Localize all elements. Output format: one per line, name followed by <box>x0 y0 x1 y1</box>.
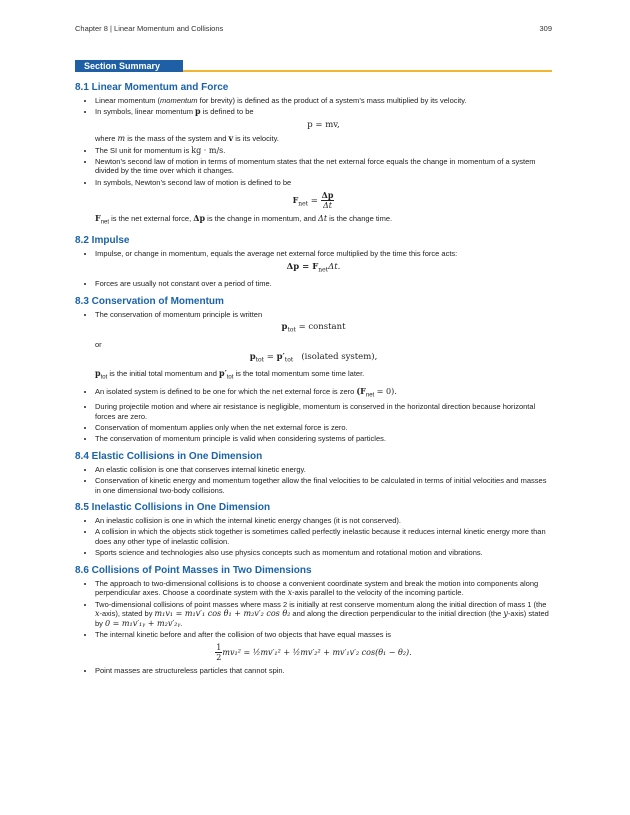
section-8-6 <box>75 565 552 676</box>
list-item: • An elastic collision is one that conserves internal kinetic energy. <box>95 465 552 475</box>
equation: $p_{tot} = p'_{tot}$ (isolated system), <box>249 352 378 364</box>
section-title: 8.4 Elastic Collisions in One Dimension <box>75 450 263 462</box>
list-item: • A collision in which the objects stick together is sometimes called perfectly inelastic because it reduces internal kinetic energy more than does any other type of inelastic collision. <box>95 527 552 546</box>
equation: $F_{net}$ = $\frac{\Delta p}{\Delta t}$ <box>292 190 334 211</box>
equation: $p_{tot}$ = constant <box>281 322 346 334</box>
section-8-2 <box>75 235 552 288</box>
page-number: 309 <box>539 24 552 33</box>
equation: p = mv, <box>307 119 340 130</box>
list-item: • Conservation of momentum applies only when the net external force is zero. <box>95 423 552 433</box>
equation: $\Delta p = F_{net}\Delta t$. <box>286 261 341 274</box>
list-item: • The conservation of momentum principle is valid when considering systems of particles. <box>95 434 552 444</box>
section-title: 8.6 Collisions of Point Masses in Two Dimensions <box>75 564 312 576</box>
list-item: • In symbols, Newton’s second law of motion is defined to be <box>95 178 552 188</box>
definition-line: $p_{tot}$ is the initial total momentum and $p'_{tot}$ is the total momentum some time later. <box>95 368 365 381</box>
section-8-3 <box>75 296 552 444</box>
heading-rule <box>183 70 552 72</box>
list-item: • The SI unit for momentum is kg · m/s. <box>95 146 552 156</box>
summary-content <box>75 82 552 683</box>
list-item: • Forces are usually not constant over a period of time. <box>95 279 552 289</box>
or-text: or <box>95 339 102 349</box>
section-summary-heading: Section Summary <box>75 60 183 72</box>
list-item: • Linear momentum (momentum for brevity) is defined as the product of a system’s mass multiplied by its velocity. <box>95 96 552 106</box>
section-title: 8.1 Linear Momentum and Force <box>75 82 229 93</box>
bullet-list <box>75 96 552 187</box>
definition-line: $F_{net}$ is the net external force, Δp is the change in momentum, and Δt is the change time. <box>95 213 393 226</box>
list-item: • Two-dimensional collisions of point masses where mass 2 is initially at rest conserve momentum along the initial direction of mass 1 (the x-axis), stated by m₁v₁ = m₁v′₁ cos θ₁ + m₂v′₂ cos θ₂ and along the direction perpendicular to the initial direction (the y-axis) stated by 0 = m₁v′₁ᵧ + m₂v′₂ᵧ. <box>95 600 552 629</box>
list-item: • During projectile motion and where air resistance is negligible, momentum is conserved in the horizontal direction because horizontal forces are zero. <box>95 402 552 421</box>
section-8-5 <box>75 502 552 558</box>
page-header <box>75 24 552 33</box>
list-item: • Newton’s second law of motion in terms of momentum states that the net external force equals the change in momentum of a system divided by the time over which it changes. <box>95 157 552 176</box>
list-item: • In symbols, linear momentum p is defined to be p = mv, where m is the mass of the system and v is its velocity. <box>95 107 552 144</box>
section-title: 8.2 Impulse <box>75 235 130 247</box>
chapter-title: Chapter 8 | Linear Momentum and Collisions <box>75 24 224 33</box>
list-item: • Impulse, or change in momentum, equals the average net external force multiplied by the time this force acts: <box>95 249 552 259</box>
section-8-4 <box>75 451 552 495</box>
section-title: 8.3 Conservation of Momentum <box>75 295 224 307</box>
list-item: • Conservation of kinetic energy and momentum together allow the final velocities to be calculated in terms of initial velocities and masses in one dimensional two-body collisions. <box>95 476 552 495</box>
list-item: • The approach to two-dimensional collisions is to choose a convenient coordinate system and break the motion into components along perpendicular axes. Choose a coordinate system with the x-axis parallel to the velocity of the incoming particle. <box>95 579 552 598</box>
equation: $\frac{1}{2}$ mv₁² = ½mv′₁² + ½mv′₂² + mv′₁v′₂ cos(θ₁ − θ₂). <box>216 643 412 663</box>
list-item: • Point masses are structureless particles that cannot spin. <box>95 666 552 676</box>
section-8-1 <box>75 82 552 228</box>
section-title: 8.5 Inelastic Collisions in One Dimension <box>75 502 271 514</box>
list-item: • Sports science and technologies also use physics concepts such as momentum and rotational motion and vibrations. <box>95 548 552 558</box>
list-item: • An isolated system is defined to be one for which the net external force is zero $(F_{net} = 0)$. <box>95 387 552 401</box>
list-item: • The internal kinetic before and after the collision of two objects that have equal masses is <box>95 630 552 640</box>
list-item: • An inelastic collision is one in which the internal kinetic energy changes (it is not conserved). <box>95 516 552 526</box>
list-item: • The conservation of momentum principle is written <box>95 310 552 320</box>
